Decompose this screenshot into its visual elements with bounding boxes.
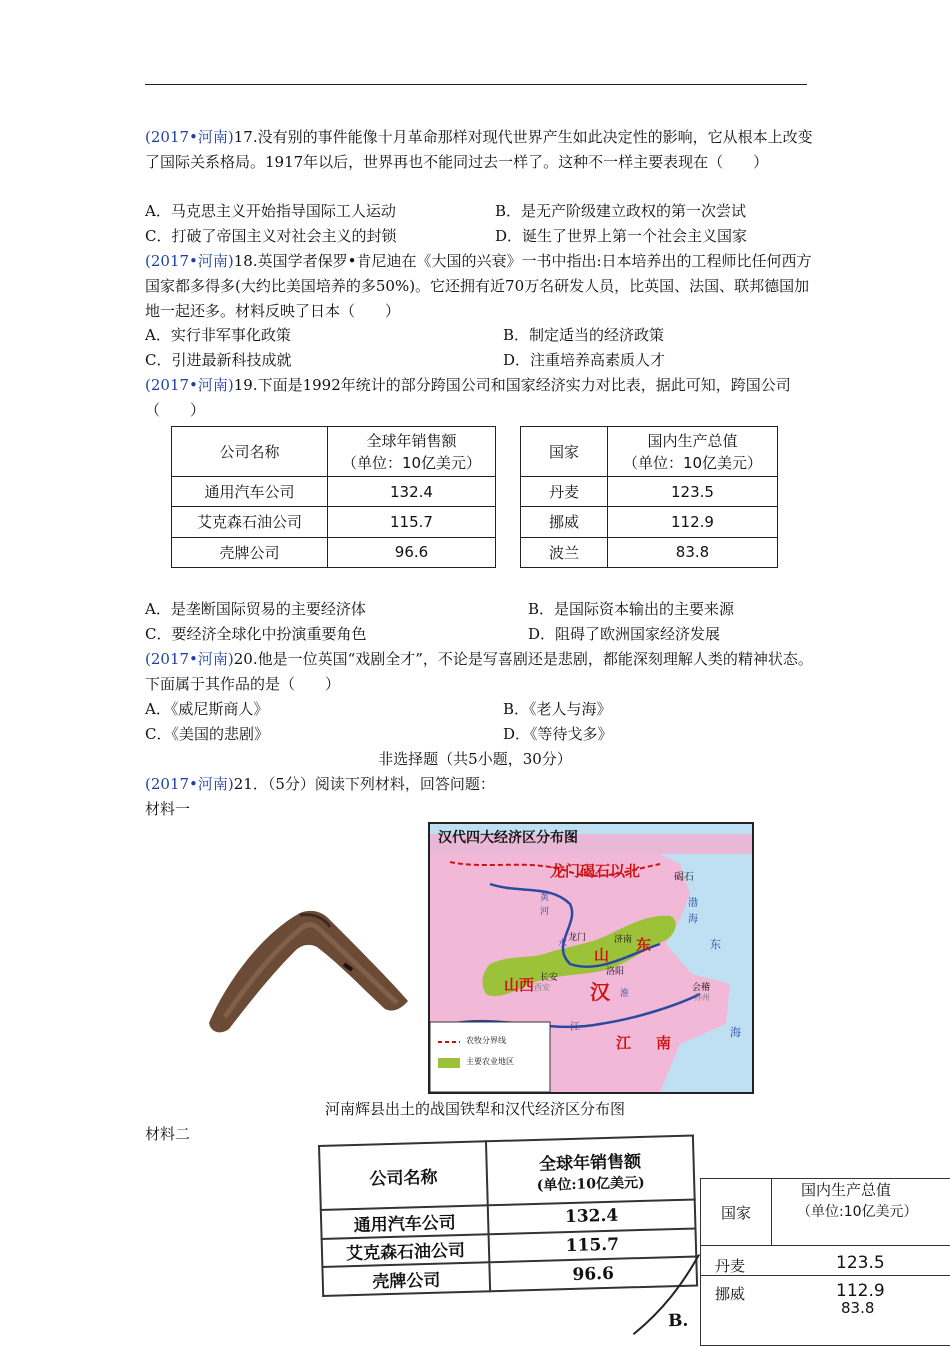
option-b[interactable]: B．《老人与海》 xyxy=(503,700,612,718)
table-row: 通用汽车公司 132.4 xyxy=(172,477,496,507)
option-b[interactable]: B．制定适当的经济政策 xyxy=(503,326,665,344)
map-label: 河 xyxy=(540,907,550,917)
company-sales-table xyxy=(171,426,496,568)
gdp-header: 国内生产总值 xyxy=(801,1181,892,1199)
map-label: 洛阳 xyxy=(606,967,625,977)
map-label: 汉 xyxy=(590,980,610,1004)
question-stem: 17.没有别的事件能像十月革命那样对现代世界产生如此决定性的影响，它从根本上改变了国际关系格局。1917年以后，世界再也不能同过去一样了。这种不一样主要表现在（ ） xyxy=(145,128,813,171)
option-a[interactable]: A．《威尼斯商人》 xyxy=(145,700,269,718)
country-name: 丹麦 xyxy=(715,1257,746,1275)
table-header: 国家 xyxy=(521,427,608,477)
gdp-unit: （单位:10亿美元） xyxy=(797,1204,918,1220)
map-label: 西安 xyxy=(534,983,550,992)
map-label: 龙门 xyxy=(568,933,587,943)
question-source[interactable]: (2017•河南) xyxy=(145,376,234,394)
question-source[interactable]: (2017•河南) xyxy=(145,252,234,270)
question-stem: 18.英国学者保罗•肯尼迪在《大国的兴衰》一书中指出:日本培养出的工程师比任何西方国家都多得多(大约比美国培养的多50%)。它还拥有近70万名研发人员，比英国、法国、联邦德国加地一起还多。材料反映了日本（ ） xyxy=(145,252,812,320)
map-label: 南 xyxy=(656,1034,672,1052)
question-18 xyxy=(145,249,817,324)
scan-fragment-label: B. xyxy=(667,1310,689,1332)
question-21 xyxy=(145,772,817,797)
map-label: 山 xyxy=(594,946,610,964)
option-b[interactable]: B．是无产阶级建立政权的第一次尝试 xyxy=(495,202,747,220)
question-stem: 21．（5分）阅读下列材料，回答问题： xyxy=(233,775,495,793)
map-label: 苏州 xyxy=(694,993,710,1002)
table-row: 通用汽车公司 132.4 xyxy=(321,1200,696,1239)
map-label: 会稽 xyxy=(692,983,711,993)
option-d[interactable]: D．诞生了世界上第一个社会主义国家 xyxy=(495,227,748,245)
header-rule xyxy=(145,84,807,85)
map-label: 山西 xyxy=(504,976,535,994)
option-a[interactable]: A．实行非军事化政策 xyxy=(145,326,291,344)
table-header: 公司名称 xyxy=(319,1141,488,1210)
map-label: 海 xyxy=(730,1026,741,1039)
option-b[interactable]: B．是国际资本输出的主要来源 xyxy=(528,600,735,618)
table-row: 丹麦 123.5 xyxy=(521,477,778,507)
map-legend-item: 主要农业地区 xyxy=(466,1057,514,1066)
material-2-label: 材料二 xyxy=(145,1125,191,1143)
map-label: 碣石 xyxy=(674,872,694,883)
option-d[interactable]: D．注重培养高素质人才 xyxy=(503,351,666,369)
table-row: 波兰 83.8 xyxy=(521,537,778,567)
scanned-company-table xyxy=(318,1134,703,1345)
table-header: 公司名称 xyxy=(172,427,328,477)
table-header: 国内生产总值 （单位：10亿美元） xyxy=(608,427,778,477)
table-header: 全球年销售额 (单位:10亿美元) xyxy=(486,1136,695,1206)
table-row: 壳牌公司 96.6 xyxy=(322,1257,697,1296)
map-label: 海 xyxy=(688,914,698,925)
han-economic-zones-map xyxy=(428,822,754,1094)
map-label: 黄 xyxy=(540,893,550,903)
table-row: 艾克森石油公司 115.7 xyxy=(322,1228,697,1267)
country-gdp-table xyxy=(520,426,778,568)
option-c[interactable]: C．打破了帝国主义对社会主义的封锁 xyxy=(145,227,397,245)
table-row: 壳牌公司 96.6 xyxy=(172,537,496,567)
country-header: 国家 xyxy=(701,1179,772,1246)
map-label: 江 xyxy=(616,1034,632,1052)
question-source[interactable]: (2017•河南) xyxy=(145,650,234,668)
gdp-value: 112.9 xyxy=(836,1281,885,1301)
country-name: 挪威 xyxy=(715,1285,746,1303)
gdp-value: 83.8 xyxy=(841,1299,875,1317)
question-stem: 20.他是一位英国“戏剧全才”，不论是写喜剧还是悲剧，都能深刻理解人类的精神状态。下面属于其作品的是（ ） xyxy=(145,650,813,693)
map-label: 水 xyxy=(558,939,568,949)
country-gdp-box xyxy=(700,1178,950,1346)
table-header: 全球年销售额 （单位：10亿美元） xyxy=(328,427,496,477)
table-row: 挪威 112.9 xyxy=(521,507,778,537)
option-d[interactable]: D．《等待戈多》 xyxy=(503,725,613,743)
map-label: 江 xyxy=(570,1022,580,1033)
option-c[interactable]: C．《美国的悲剧》 xyxy=(145,725,269,743)
section-title: 非选择题（共5小题，30分） xyxy=(378,750,572,768)
material-1-label: 材料一 xyxy=(145,800,191,818)
map-label: 龙门碣石以北 xyxy=(550,862,641,880)
option-d[interactable]: D．阻碍了欧洲国家经济发展 xyxy=(528,625,721,643)
question-stem: 19.下面是1992年统计的部分跨国公司和国家经济实力对比表，据此可知，跨国公司（ ） xyxy=(145,376,791,419)
map-label: 东 xyxy=(636,936,652,954)
option-c[interactable]: C．要经济全球化中扮演重要角色 xyxy=(145,625,367,643)
gdp-value: 123.5 xyxy=(836,1253,885,1273)
map-title: 汉代四大经济区分布图 xyxy=(438,830,578,846)
map-label: 渤 xyxy=(688,898,698,909)
map-label: 淮 xyxy=(620,989,630,999)
map-label: 东 xyxy=(710,938,721,951)
question-20 xyxy=(145,647,817,697)
map-label: 长安 xyxy=(540,973,559,983)
map-label: 济南 xyxy=(614,935,633,945)
table-row: 艾克森石油公司 115.7 xyxy=(172,507,496,537)
question-source[interactable]: (2017•河南) xyxy=(145,775,234,793)
figure-caption: 河南辉县出土的战国铁犁和汉代经济区分布图 xyxy=(324,1100,625,1118)
option-a[interactable]: A．是垄断国际贸易的主要经济体 xyxy=(145,600,366,618)
option-a[interactable]: A．马克思主义开始指导国际工人运动 xyxy=(145,202,396,220)
iron-plough-image xyxy=(205,905,410,1035)
question-17 xyxy=(145,125,817,175)
question-source[interactable]: (2017•河南) xyxy=(145,128,234,146)
option-c[interactable]: C．引进最新科技成就 xyxy=(145,351,292,369)
question-19 xyxy=(145,373,817,423)
scan-curve-mark xyxy=(621,1254,703,1336)
map-legend-item: 农牧分界线 xyxy=(466,1036,506,1045)
